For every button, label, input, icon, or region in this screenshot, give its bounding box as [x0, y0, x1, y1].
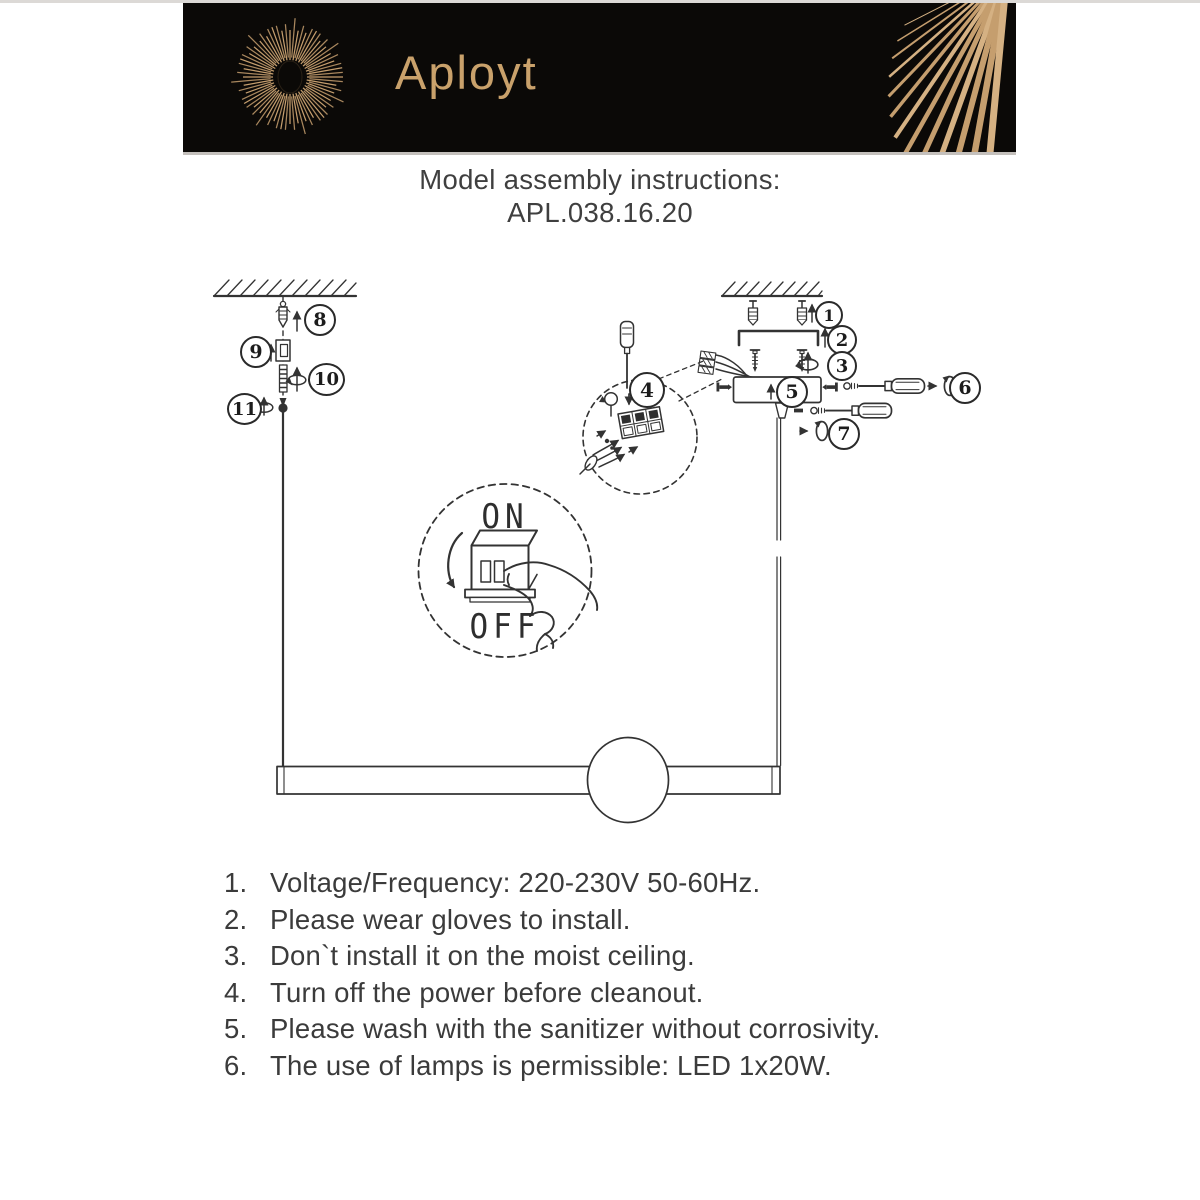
switch-drawing	[465, 531, 537, 603]
callout-10: 10	[308, 363, 345, 396]
item-number: 3.	[224, 940, 248, 971]
instruction-item	[224, 903, 1054, 935]
part-1-anchor-b	[798, 301, 807, 325]
wire-connector	[698, 351, 754, 378]
side-set-screw-left	[717, 383, 733, 392]
terminal-block	[618, 407, 664, 439]
rotate-icon-4	[599, 393, 617, 416]
canopy-assembly	[698, 301, 838, 766]
page-title: Model assembly instructions:	[419, 164, 781, 195]
screwdriver-6-group	[844, 376, 956, 396]
instruction-item	[224, 976, 1054, 1008]
twist-icon-7	[815, 421, 828, 441]
lamp-sphere	[588, 738, 669, 823]
callout-9: 9	[240, 336, 272, 368]
item-text: Please wear gloves to install.	[270, 903, 631, 935]
right-ceiling-hatch	[722, 282, 822, 296]
right-suspension-cable	[777, 418, 781, 766]
item-number: 2.	[224, 903, 248, 935]
side-set-screw-right	[822, 383, 838, 392]
part-1-anchor-a	[749, 301, 758, 325]
item-number: 4.	[224, 976, 248, 1008]
instruction-item	[224, 1015, 1054, 1044]
wiring-detail-circle	[580, 322, 722, 495]
instruction-list	[224, 869, 1054, 1088]
rotate-icon-10	[286, 375, 306, 385]
part-2-bracket	[739, 331, 818, 345]
part-8-anchor	[276, 301, 290, 327]
left-ceiling-hatch	[214, 280, 356, 296]
item-number: 5.	[224, 1013, 248, 1044]
instruction-item	[224, 869, 1054, 898]
lamp-drawing	[277, 738, 780, 823]
switch-on-label: ON	[481, 497, 529, 537]
item-number: 1.	[224, 867, 248, 898]
item-text: Turn off the power before cleanout.	[270, 976, 704, 1008]
part-9-coupler	[276, 340, 290, 361]
instruction-item	[224, 1049, 1054, 1081]
brand-logo-text: Aployt	[395, 46, 538, 99]
item-text: Please wash with the sanitizer without corrosivity.	[270, 1013, 881, 1044]
callout-5: 5	[776, 376, 808, 408]
callout-4: 4	[629, 372, 665, 408]
callout-3: 3	[827, 351, 857, 381]
screwdriver-vertical	[621, 322, 634, 389]
item-text: Voltage/Frequency: 220-230V 50-60Hz.	[270, 867, 761, 898]
callout-2: 2	[827, 325, 857, 355]
item-text: The use of lamps is permissible: LED 1x20W.	[270, 1049, 832, 1081]
part-11-cable-grip	[278, 398, 287, 413]
rotate-icon-3	[795, 359, 818, 371]
switch-off-label: OFF	[469, 607, 541, 647]
lamp-bar	[277, 767, 780, 795]
item-number: 6.	[224, 1049, 248, 1081]
callout-8: 8	[304, 304, 336, 336]
callout-11: 11	[227, 393, 262, 425]
press-arrow	[448, 533, 462, 587]
callout-7: 7	[828, 418, 860, 450]
model-number: APL.038.16.20	[507, 197, 693, 228]
callout-1: 1	[815, 301, 843, 329]
part-10-threaded-rod	[280, 365, 288, 392]
instruction-item	[224, 942, 1054, 971]
part-3-screw-a	[751, 350, 760, 372]
item-text: Don`t install it on the moist ceiling.	[270, 940, 695, 971]
callout-6: 6	[949, 372, 981, 404]
